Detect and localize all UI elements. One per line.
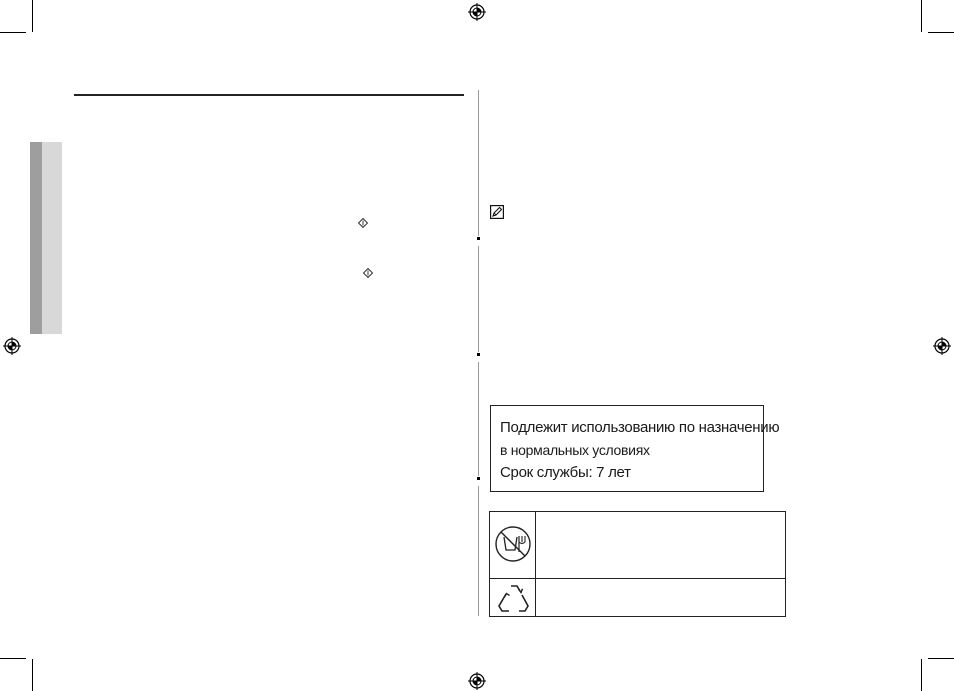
crop-mark-top-right-h — [928, 32, 954, 33]
side-section-tab — [30, 142, 62, 334]
crop-mark-top-left-h — [0, 32, 26, 33]
column-divider — [478, 362, 479, 476]
not-for-food-contact-icon — [493, 524, 533, 564]
column-divider-dot — [477, 353, 480, 356]
crop-mark-bottom-left-v — [32, 659, 33, 691]
crop-mark-top-left-v — [32, 0, 33, 32]
start-diamond-icon — [358, 218, 368, 228]
registration-mark-icon — [468, 3, 486, 21]
symbols-table-divider — [490, 578, 785, 579]
usage-notice-box — [490, 405, 780, 492]
usage-notice-line: в нормальных условиях — [500, 442, 650, 458]
symbols-table — [489, 511, 786, 617]
registration-mark-icon — [3, 337, 21, 355]
crop-mark-bottom-left-h — [0, 658, 26, 659]
section-header-rule — [74, 94, 464, 96]
service-life-line: Срок службы: 7 лет — [500, 464, 631, 481]
crop-mark-bottom-right-h — [928, 658, 954, 659]
symbols-table-divider — [535, 512, 536, 616]
column-divider — [478, 90, 479, 236]
column-divider-dot — [477, 237, 480, 240]
column-divider — [478, 486, 479, 616]
start-diamond-icon — [363, 268, 373, 278]
usage-notice-line: Подлежит использованию по назначению — [500, 419, 780, 436]
crop-mark-top-right-v — [921, 0, 922, 32]
registration-mark-icon — [468, 672, 486, 690]
note-pencil-icon — [490, 205, 504, 219]
column-divider — [478, 246, 479, 352]
recycling-triangle-icon — [497, 582, 531, 614]
column-divider-dot — [477, 477, 480, 480]
registration-mark-icon — [933, 337, 951, 355]
crop-mark-bottom-right-v — [921, 659, 922, 691]
